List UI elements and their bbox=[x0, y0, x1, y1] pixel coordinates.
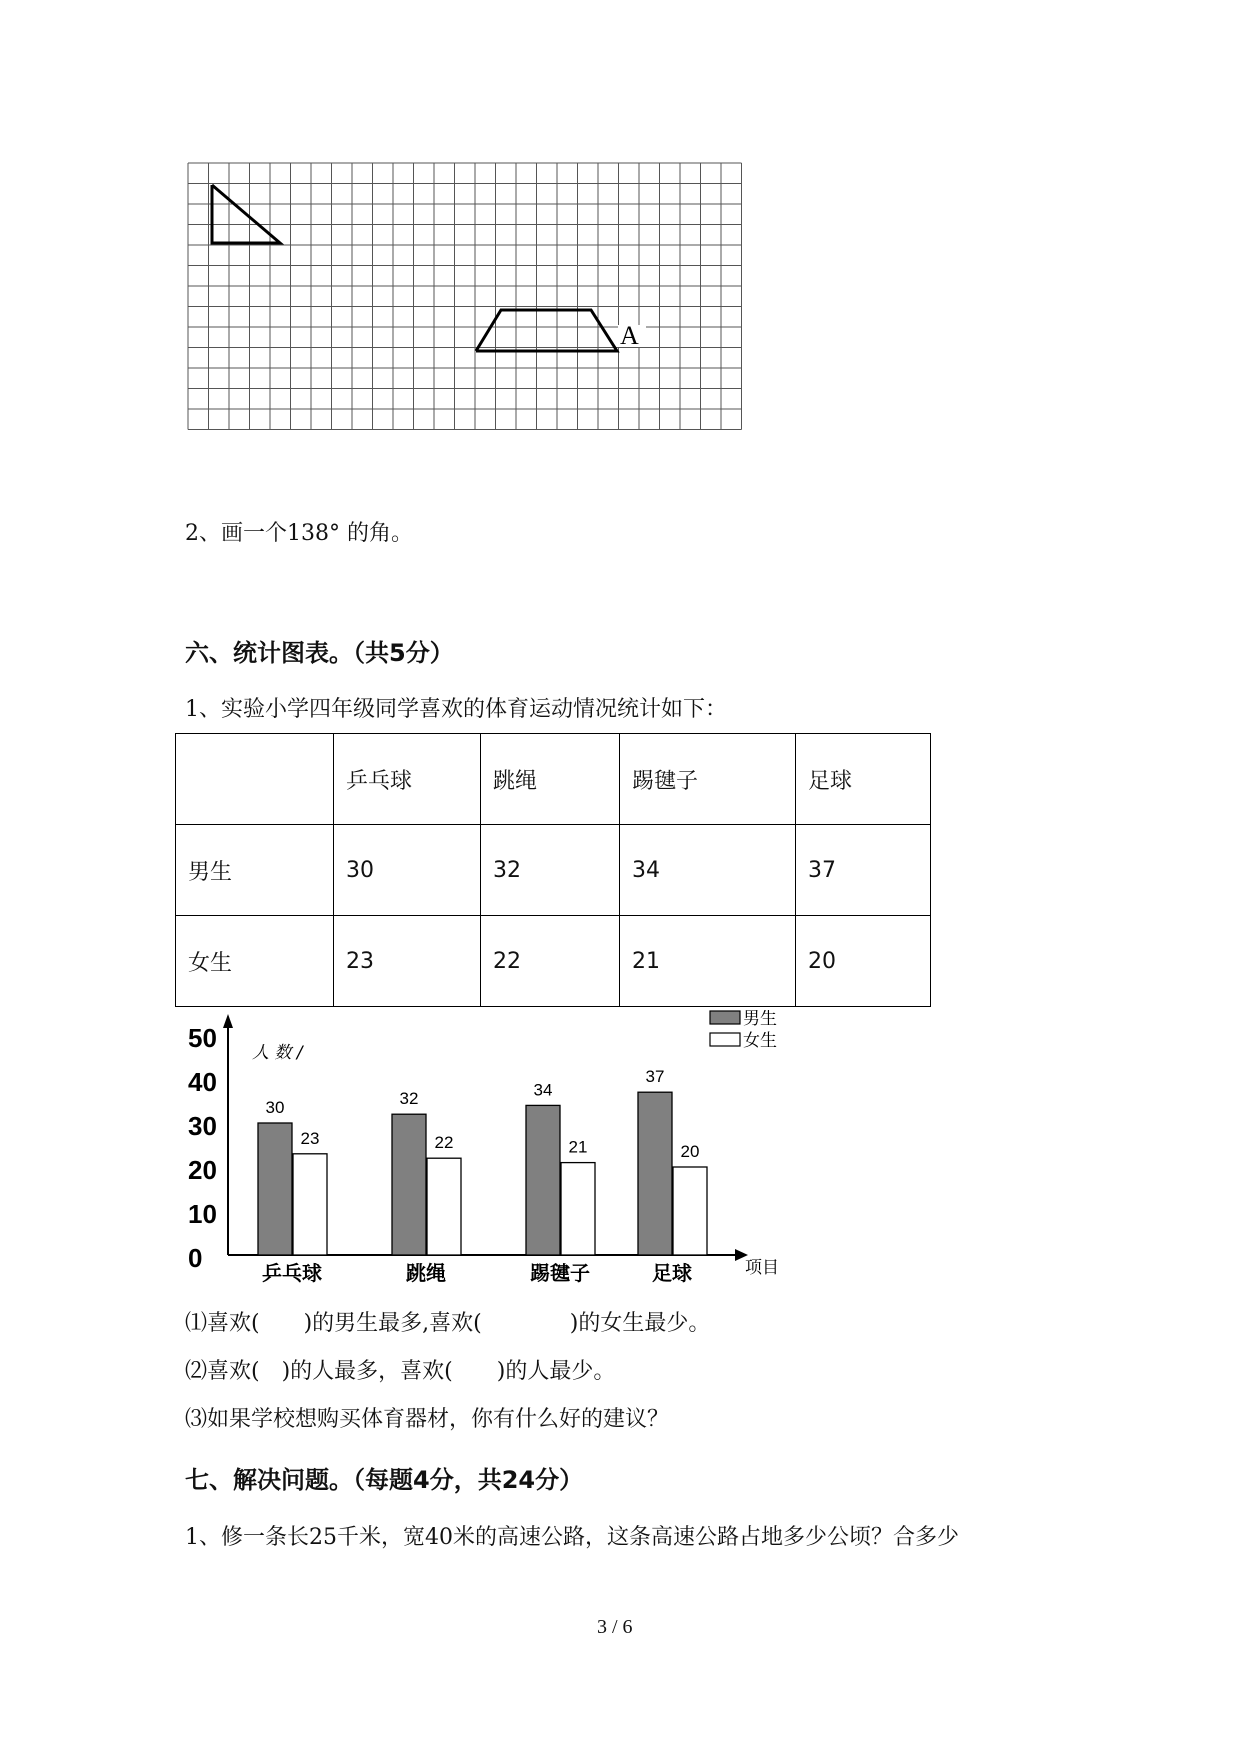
table-cell: 21 bbox=[620, 916, 796, 1007]
bar-girls bbox=[673, 1167, 707, 1255]
section-6-question-1: 1、实验小学四年级同学喜欢的体育运动情况统计如下： bbox=[185, 697, 727, 722]
sub-question-3: ⑶如果学校想购买体育器材，你有什么好的建议？ bbox=[185, 1407, 670, 1432]
category-label: 乒乓球 bbox=[262, 1261, 322, 1285]
bar-boys bbox=[526, 1105, 560, 1255]
table-header-cell: 踢毽子 bbox=[620, 734, 796, 825]
y-tick-label: 10 bbox=[188, 1199, 217, 1229]
table-header-row bbox=[176, 734, 931, 825]
x-axis-label: 项目 bbox=[745, 1258, 779, 1278]
legend-label: 女生 bbox=[743, 1031, 777, 1051]
y-axis-arrow bbox=[223, 1014, 233, 1028]
table-cell: 22 bbox=[481, 916, 620, 1007]
bar-value-label: 20 bbox=[680, 1142, 700, 1161]
point-a-label: A bbox=[620, 321, 639, 350]
y-axis-label: 人 数 / bbox=[252, 1043, 303, 1063]
bar-value-label: 37 bbox=[645, 1067, 665, 1087]
legend-label: 男生 bbox=[743, 1010, 777, 1029]
section-7-heading: 七、解决问题。（每题4分，共24分） bbox=[185, 1466, 584, 1494]
legend-swatch bbox=[710, 1033, 740, 1046]
bar-girls bbox=[427, 1158, 461, 1255]
page-number: 3 / 6 bbox=[597, 1616, 633, 1638]
table-header-cell: 跳绳 bbox=[481, 734, 620, 825]
y-tick-label: 0 bbox=[188, 1243, 203, 1273]
category-label: 跳绳 bbox=[406, 1261, 446, 1285]
y-tick-label: 40 bbox=[188, 1067, 217, 1097]
table-cell: 20 bbox=[796, 916, 931, 1007]
bar-value-label: 30 bbox=[265, 1098, 285, 1117]
table-cell: 30 bbox=[334, 825, 481, 916]
bar-value-label: 22 bbox=[434, 1133, 454, 1153]
y-tick-label: 50 bbox=[188, 1023, 217, 1053]
table-header-cell bbox=[176, 734, 334, 825]
legend-swatch bbox=[710, 1011, 740, 1024]
trapezoid-shape bbox=[476, 310, 617, 351]
bar-girls bbox=[561, 1163, 595, 1255]
table-header-cell: 足球 bbox=[796, 734, 931, 825]
row-label: 女生 bbox=[176, 916, 334, 1007]
bar-boys bbox=[258, 1123, 292, 1255]
sub-question-2: ⑵喜欢( )的人最多，喜欢( )的人最少。 bbox=[185, 1359, 616, 1384]
table-cell: 32 bbox=[481, 825, 620, 916]
table-cell: 34 bbox=[620, 825, 796, 916]
table-header-cell: 乒乓球 bbox=[334, 734, 481, 825]
table-row bbox=[176, 825, 931, 916]
sub-question-1: ⑴喜欢( )的男生最多,喜欢( )的女生最少。 bbox=[185, 1311, 711, 1336]
bar-girls bbox=[293, 1154, 327, 1255]
row-label: 男生 bbox=[176, 825, 334, 916]
bar-chart bbox=[180, 1010, 800, 1290]
bar-value-label: 21 bbox=[568, 1137, 588, 1157]
y-tick-label: 20 bbox=[188, 1155, 217, 1185]
grid-figure bbox=[185, 160, 745, 435]
section-6-heading: 六、统计图表。（共5分） bbox=[185, 639, 454, 667]
category-label: 足球 bbox=[652, 1261, 692, 1285]
y-tick-label: 30 bbox=[188, 1111, 217, 1141]
bar-value-label: 32 bbox=[399, 1089, 419, 1109]
table-cell: 37 bbox=[796, 825, 931, 916]
bar-value-label: 34 bbox=[533, 1080, 553, 1100]
bar-boys bbox=[638, 1092, 672, 1255]
table-row bbox=[176, 916, 931, 1007]
bar-boys bbox=[392, 1114, 426, 1255]
category-label: 踢毽子 bbox=[530, 1261, 590, 1285]
section-7-question-1: 1、修一条长25千米，宽40米的高速公路，这条高速公路占地多少公顷？合多少 bbox=[185, 1525, 959, 1550]
table-cell: 23 bbox=[334, 916, 481, 1007]
bar-value-label: 23 bbox=[300, 1128, 320, 1148]
sports-stats-table bbox=[175, 733, 931, 1007]
question-2: 2、画一个138° 的角。 bbox=[185, 521, 413, 546]
